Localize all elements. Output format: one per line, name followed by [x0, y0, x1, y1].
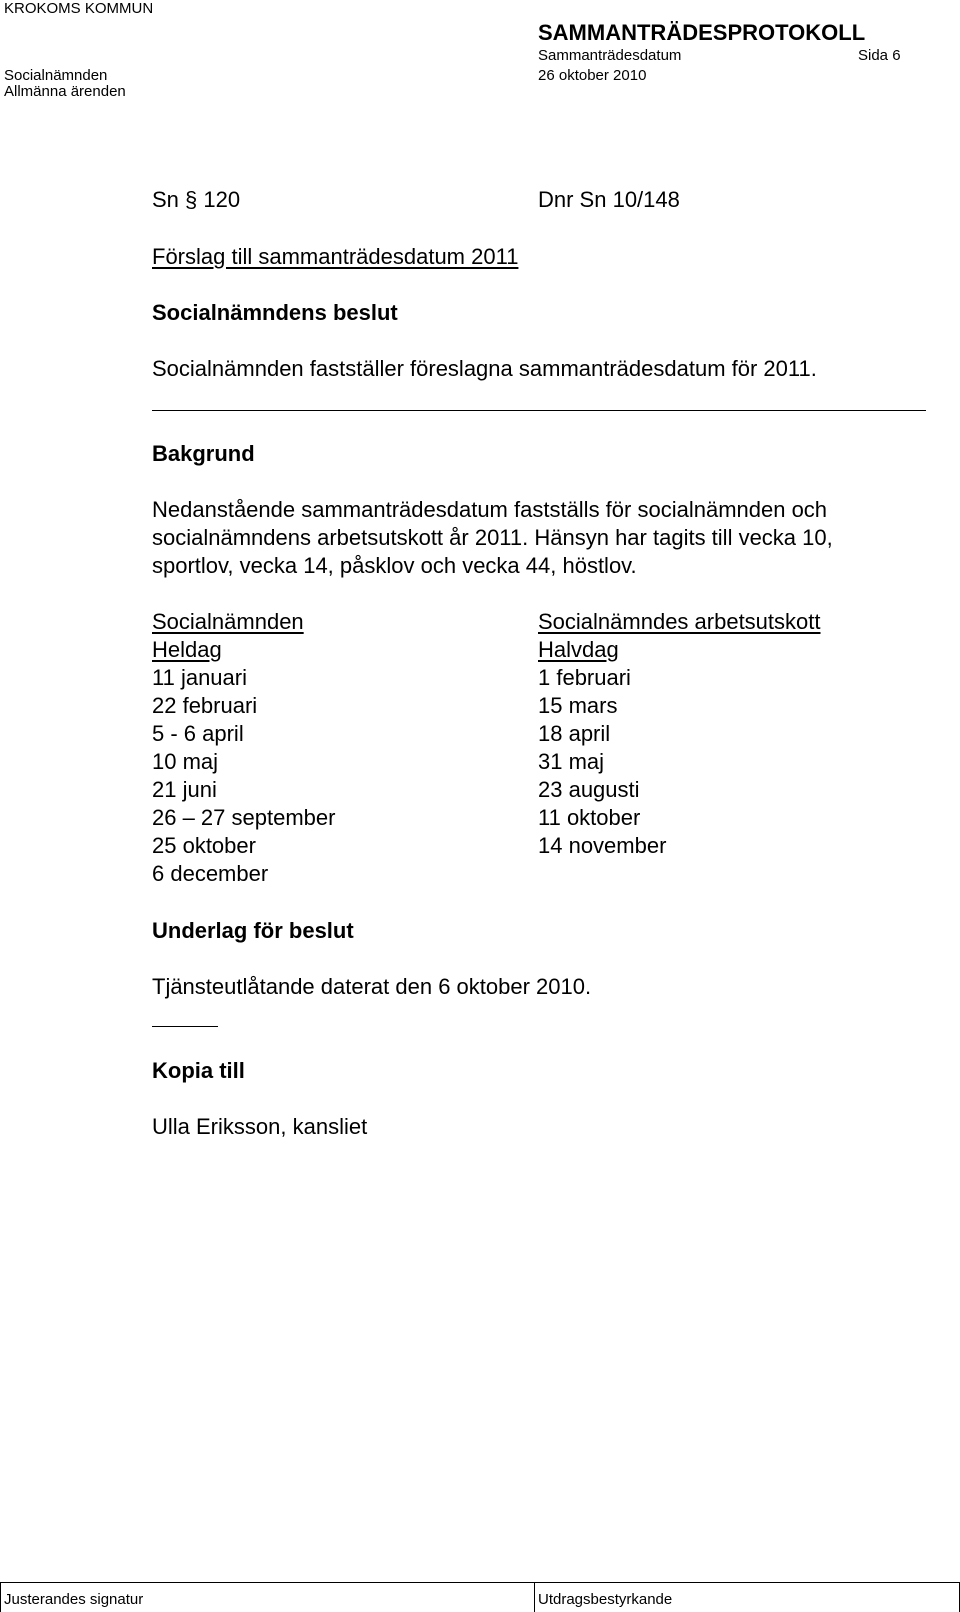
meeting-date: 26 oktober 2010 [538, 67, 647, 84]
schedule-left-title: Socialnämnden [152, 609, 304, 634]
short-divider [152, 1026, 218, 1027]
copy-recipient: Ulla Eriksson, kansliet [152, 1114, 368, 1139]
background-line-2: socialnämndens arbetsutskott år 2011. Hänsyn har tagits till vecka 10, [152, 525, 833, 550]
signature-label: Justerandes signatur [4, 1591, 144, 1608]
document-type-title: SAMMANTRÄDESPROTOKOLL [538, 20, 866, 45]
decision-heading: Socialnämndens beslut [152, 300, 398, 325]
schedule-date: 10 maj [152, 749, 219, 774]
schedule-date: 1 februari [538, 665, 631, 690]
schedule-right-subtitle: Halvdag [538, 637, 619, 662]
committee-name: Socialnämnden [4, 67, 108, 84]
certification-label: Utdragsbestyrkande [538, 1591, 673, 1608]
schedule-left-column [152, 608, 335, 888]
schedule-date: 15 mars [538, 693, 618, 718]
schedule-right-title: Socialnämndes arbetsutskott [538, 609, 821, 634]
meeting-date-label: Sammanträdesdatum [538, 47, 682, 64]
schedule-date: 14 november [538, 833, 667, 858]
schedule-date: 31 maj [538, 749, 605, 774]
schedule-date: 5 - 6 april [152, 721, 244, 746]
basis-text: Tjänsteutlåtande daterat den 6 oktober 2010. [152, 974, 592, 999]
case-number: Sn § 120 [152, 187, 241, 212]
schedule-date: 23 augusti [538, 777, 640, 802]
schedule-date: 22 februari [152, 693, 258, 718]
schedule-date: 18 april [538, 721, 611, 746]
agenda-category: Allmänna ärenden [4, 83, 126, 100]
section-divider [152, 410, 926, 411]
schedule-date: 21 juni [152, 777, 217, 802]
background-line-1: Nedanstående sammanträdesdatum fastställs för socialnämnden och [152, 497, 828, 522]
background-line-3: sportlov, vecka 14, påsklov och vecka 44, höstlov. [152, 553, 637, 578]
schedule-date: 11 januari [152, 665, 247, 690]
schedule-left-subtitle: Heldag [152, 637, 222, 662]
municipality-name: KROKOMS KOMMUN [4, 0, 154, 17]
schedule-right-column [538, 608, 821, 860]
page-number: Sida 6 [858, 47, 901, 64]
footer-signature-row [0, 1582, 960, 1612]
background-heading: Bakgrund [152, 441, 255, 466]
schedule-date: 6 december [152, 861, 269, 886]
case-title: Förslag till sammanträdesdatum 2011 [152, 244, 519, 269]
decision-text: Socialnämnden fastställer föreslagna sammanträdesdatum för 2011. [152, 356, 817, 381]
case-dnr: Dnr Sn 10/148 [538, 187, 680, 212]
basis-heading: Underlag för beslut [152, 918, 354, 943]
schedule-date: 26 – 27 september [152, 805, 336, 830]
schedule-date: 11 oktober [538, 805, 641, 830]
copy-heading: Kopia till [152, 1058, 245, 1083]
schedule-date: 25 oktober [152, 833, 256, 858]
